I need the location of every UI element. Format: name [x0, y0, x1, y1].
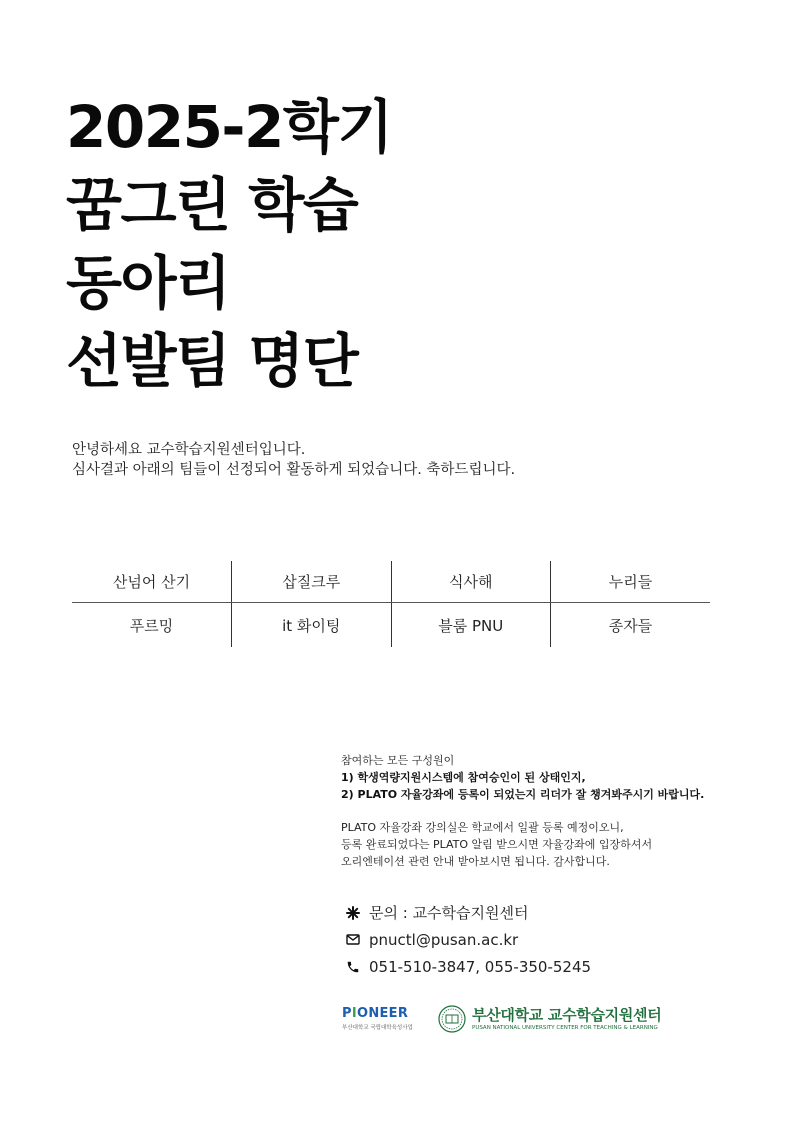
pioneer-logo [342, 1007, 422, 1031]
pioneer-letter-p: P [342, 1006, 352, 1021]
pioneer-letter-i: I [351, 1006, 357, 1021]
contact-phone [344, 953, 591, 980]
mail-icon [344, 934, 362, 945]
title-line-1: 2025-2학기 [66, 93, 392, 161]
table-row [72, 561, 710, 603]
notice-line-6: 오리엔테이션 관련 안내 받아보시면 됩니다. 감사합니다. [341, 855, 610, 868]
title-line-4: 선발팀 명단 [66, 327, 358, 395]
footer-logos [342, 1005, 661, 1033]
contact-info [344, 899, 591, 980]
contact-email [344, 926, 591, 953]
pioneer-letters-oneer: ONEER [356, 1006, 409, 1021]
asterisk-icon [344, 906, 362, 920]
intro-text [72, 440, 515, 480]
notice-spacer [341, 803, 704, 819]
pioneer-subtitle: 부산대학교 국립대학육성사업 [342, 1025, 413, 1031]
team-cell: 블룸 PNU [391, 603, 551, 648]
title-line-2: 꿈그린 학습 [66, 171, 358, 239]
notice-line-3: 2) PLATO 자율강좌에 등록이 되었는지 리더가 잘 챙겨봐주시기 바랍니다. [341, 788, 705, 801]
notice-text [341, 752, 704, 870]
notice-line-2: 1) 학생역량지원시스템에 참여승인이 된 상태인지, [341, 771, 586, 784]
team-cell: 푸르밍 [129, 616, 174, 635]
team-cell: 산넘어 산기 [72, 561, 232, 603]
team-cell: 식사해 [391, 561, 551, 603]
notice-line-1: 참여하는 모든 구성원이 [341, 754, 455, 767]
contact-inquiry-text: 문의 : 교수학습지원센터 [369, 904, 529, 922]
contact-email-link[interactable]: pnuctl@pusan.ac.kr [369, 930, 519, 949]
contact-phone-text: 051-510-3847, 055-350-5245 [369, 957, 592, 976]
contact-inquiry [344, 899, 591, 926]
team-cell: 누리들 [551, 561, 711, 603]
table-row [72, 603, 710, 648]
notice-line-4: PLATO 자율강좌 강의실은 학교에서 일괄 등록 예정이오니, [341, 821, 624, 834]
team-cell: 종자들 [551, 603, 711, 648]
team-cell: it 화이팅 [232, 603, 392, 648]
notice-line-5: 등록 완료되었다는 PLATO 알림 받으시면 자율강좌에 입장하셔서 [341, 838, 653, 851]
pnu-text [472, 1007, 661, 1031]
pioneer-wordmark [342, 1007, 422, 1021]
phone-icon [344, 960, 362, 974]
intro-line-2: 심사결과 아래의 팀들이 선정되어 활동하게 되었습니다. 축하드립니다. [72, 462, 516, 478]
intro-line-1: 안녕하세요 교수학습지원센터입니다. [72, 442, 306, 458]
selected-teams-table [72, 561, 710, 647]
pnu-center-english: PUSAN NATIONAL UNIVERSITY CENTER FOR TEACHING & LEARNING [472, 1025, 658, 1031]
title-line-3: 동아리 [66, 249, 230, 317]
pnu-seal-icon [438, 1005, 466, 1033]
pnu-center-name: 부산대학교 교수학습지원센터 [472, 1006, 662, 1024]
pnu-ctl-logo [438, 1005, 661, 1033]
team-cell: 삽질크루 [232, 561, 392, 603]
page-title [66, 88, 392, 400]
